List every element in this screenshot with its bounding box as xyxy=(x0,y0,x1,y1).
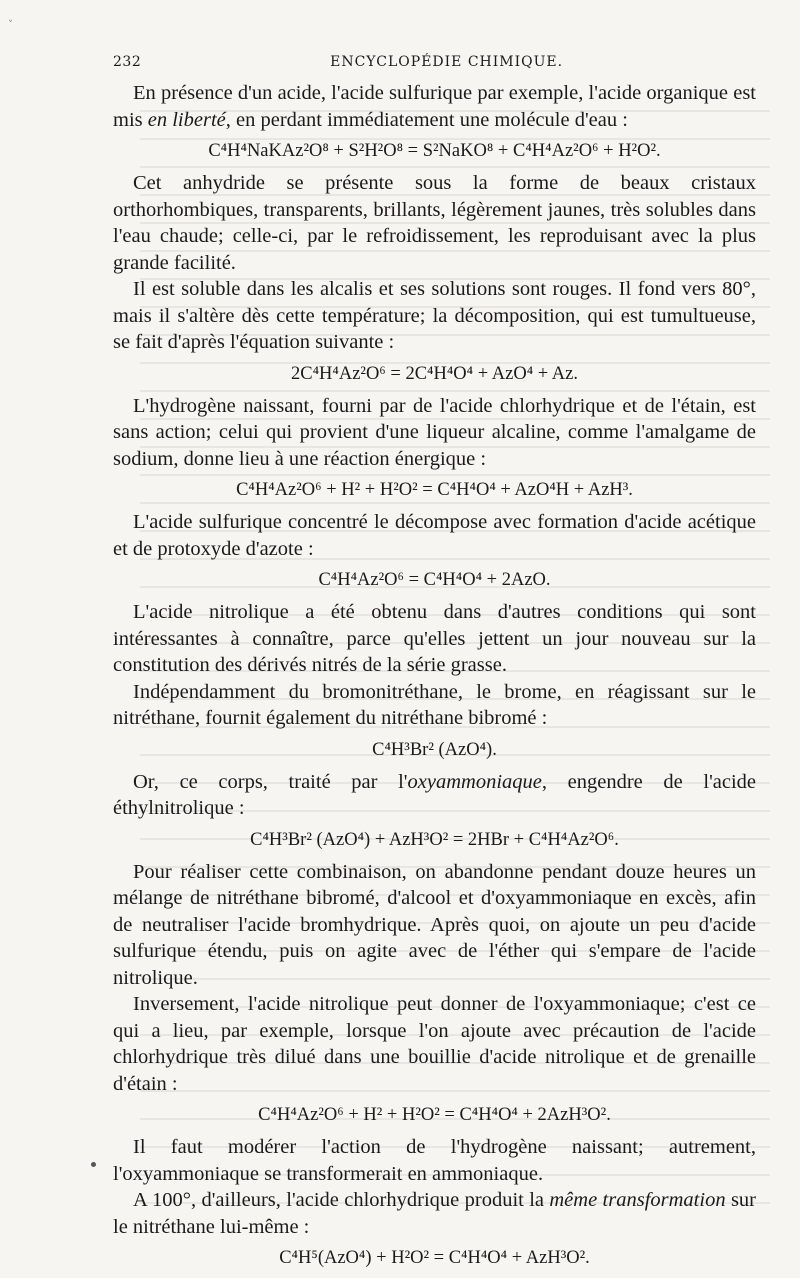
equation: C⁴H⁴Az²O⁶ + H² + H²O² = C⁴H⁴O⁴ + AzO⁴H + AzH³. xyxy=(236,480,633,500)
emphasis: en liberté xyxy=(147,108,226,131)
page-corner-mark: ˅ xyxy=(8,20,13,31)
paragraph: L'acide sulfurique concentré le décompose avec formation d'acide acétique et de protoxyde d'azote : xyxy=(113,511,756,560)
page-number: 232 xyxy=(113,54,142,70)
running-title: ENCYCLOPÉDIE CHIMIQUE. xyxy=(330,54,564,70)
page-body xyxy=(113,80,756,1277)
paragraph: Il faut modérer l'action de l'hydrogène naissant; autrement, l'oxyammoniaque se transformerait en ammoniaque. xyxy=(113,1136,756,1185)
text-run: En présence d'un acide, l'acide sulfurique par exemple, l'acide organique est mis xyxy=(113,82,756,131)
text-run: sur le nitréthane lui-même : xyxy=(113,1189,757,1238)
paragraph: Cet anhydride se présente sous la forme de beaux cristaux orthorhombiques, transparents, brillants, légèrement jaunes, très solubles dans l'eau chaude; celle-ci, par le refroidissement, les reproduisant avec la plus grande facilité. xyxy=(113,172,756,274)
ink-speck xyxy=(91,1162,96,1167)
paragraph xyxy=(113,1187,756,1240)
equation: C⁴H⁵(AzO⁴) + H²O² = C⁴H⁴O⁴ + AzH³O². xyxy=(279,1248,590,1268)
paragraph: Il est soluble dans les alcalis et ses solutions sont rouges. Il fond vers 80°, mais il s'altère dès cette température; la décomposition, qui est tumultueuse, se fait d'après l'équation suivante : xyxy=(113,278,756,353)
text-run: , en perdant immédiatement une molécule d'eau : xyxy=(225,108,628,131)
paragraph: Pour réaliser cette combinaison, on abandonne pendant douze heures un mélange de nitréthane bibromé, d'alcool et d'oxyammoniaque en excès, afin de neutraliser l'acide bromhydrique. Après quoi, on ajoute un peu d'acide sulfurique étendu, puis on agite avec de l'éther qui s'empare de l'acide nitrolique. xyxy=(113,860,756,989)
equation: C⁴H⁴Az²O⁶ = C⁴H⁴O⁴ + 2AzO. xyxy=(318,570,551,590)
paragraph xyxy=(113,769,756,822)
equation: C⁴H³Br² (AzO⁴). xyxy=(372,739,497,760)
equation: C⁴H³Br² (AzO⁴) + AzH³O² = 2HBr + C⁴H⁴Az²O⁶. xyxy=(250,829,619,850)
page-header xyxy=(113,54,752,70)
text-run: Or, ce corps, traité par l' xyxy=(133,770,408,793)
text-run: A 100°, d'ailleurs, l'acide chlorhydrique produit la xyxy=(133,1189,550,1211)
equation: 2C⁴H⁴Az²O⁶ = 2C⁴H⁴O⁴ + AzO⁴ + Az. xyxy=(290,363,579,384)
emphasis: même transformation xyxy=(549,1189,726,1211)
paragraph: L'hydrogène naissant, fourni par de l'acide chlorhydrique et de l'étain, est sans action; celui qui provient d'une liqueur alcaline, comme l'amalgame de sodium, donne lieu à une réaction énergique : xyxy=(113,394,756,470)
text-run: , engendre de l'acide éthylnitrolique : xyxy=(113,770,757,819)
paragraph xyxy=(113,80,756,133)
equation: C⁴H⁴NaKAz²O⁸ + S²H²O⁸ = S²NaKO⁸ + C⁴H⁴Az²O⁶ + H²O². xyxy=(208,141,661,161)
emphasis: oxyammoniaque xyxy=(407,770,542,793)
paragraph: Inversement, l'acide nitrolique peut donner de l'oxyammoniaque; c'est ce qui a lieu, par exemple, lorsque l'on ajoute avec précaution de l'acide chlorhydrique très dilué dans une bouillie d'acide nitrolique et de grenaille d'étain : xyxy=(113,993,756,1095)
paragraph: L'acide nitrolique a été obtenu dans d'autres conditions qui sont intéressantes à connaître, parce qu'elles jettent un jour nouveau sur la constitution des dérivés nitrés de la série grasse. xyxy=(113,601,756,676)
paragraph: Indépendamment du bromonitréthane, le brome, en réagissant sur le nitréthane, fournit également du nitréthane bibromé : xyxy=(113,680,756,729)
equation: C⁴H⁴Az²O⁶ + H² + H²O² = C⁴H⁴O⁴ + 2AzH³O². xyxy=(258,1105,611,1125)
